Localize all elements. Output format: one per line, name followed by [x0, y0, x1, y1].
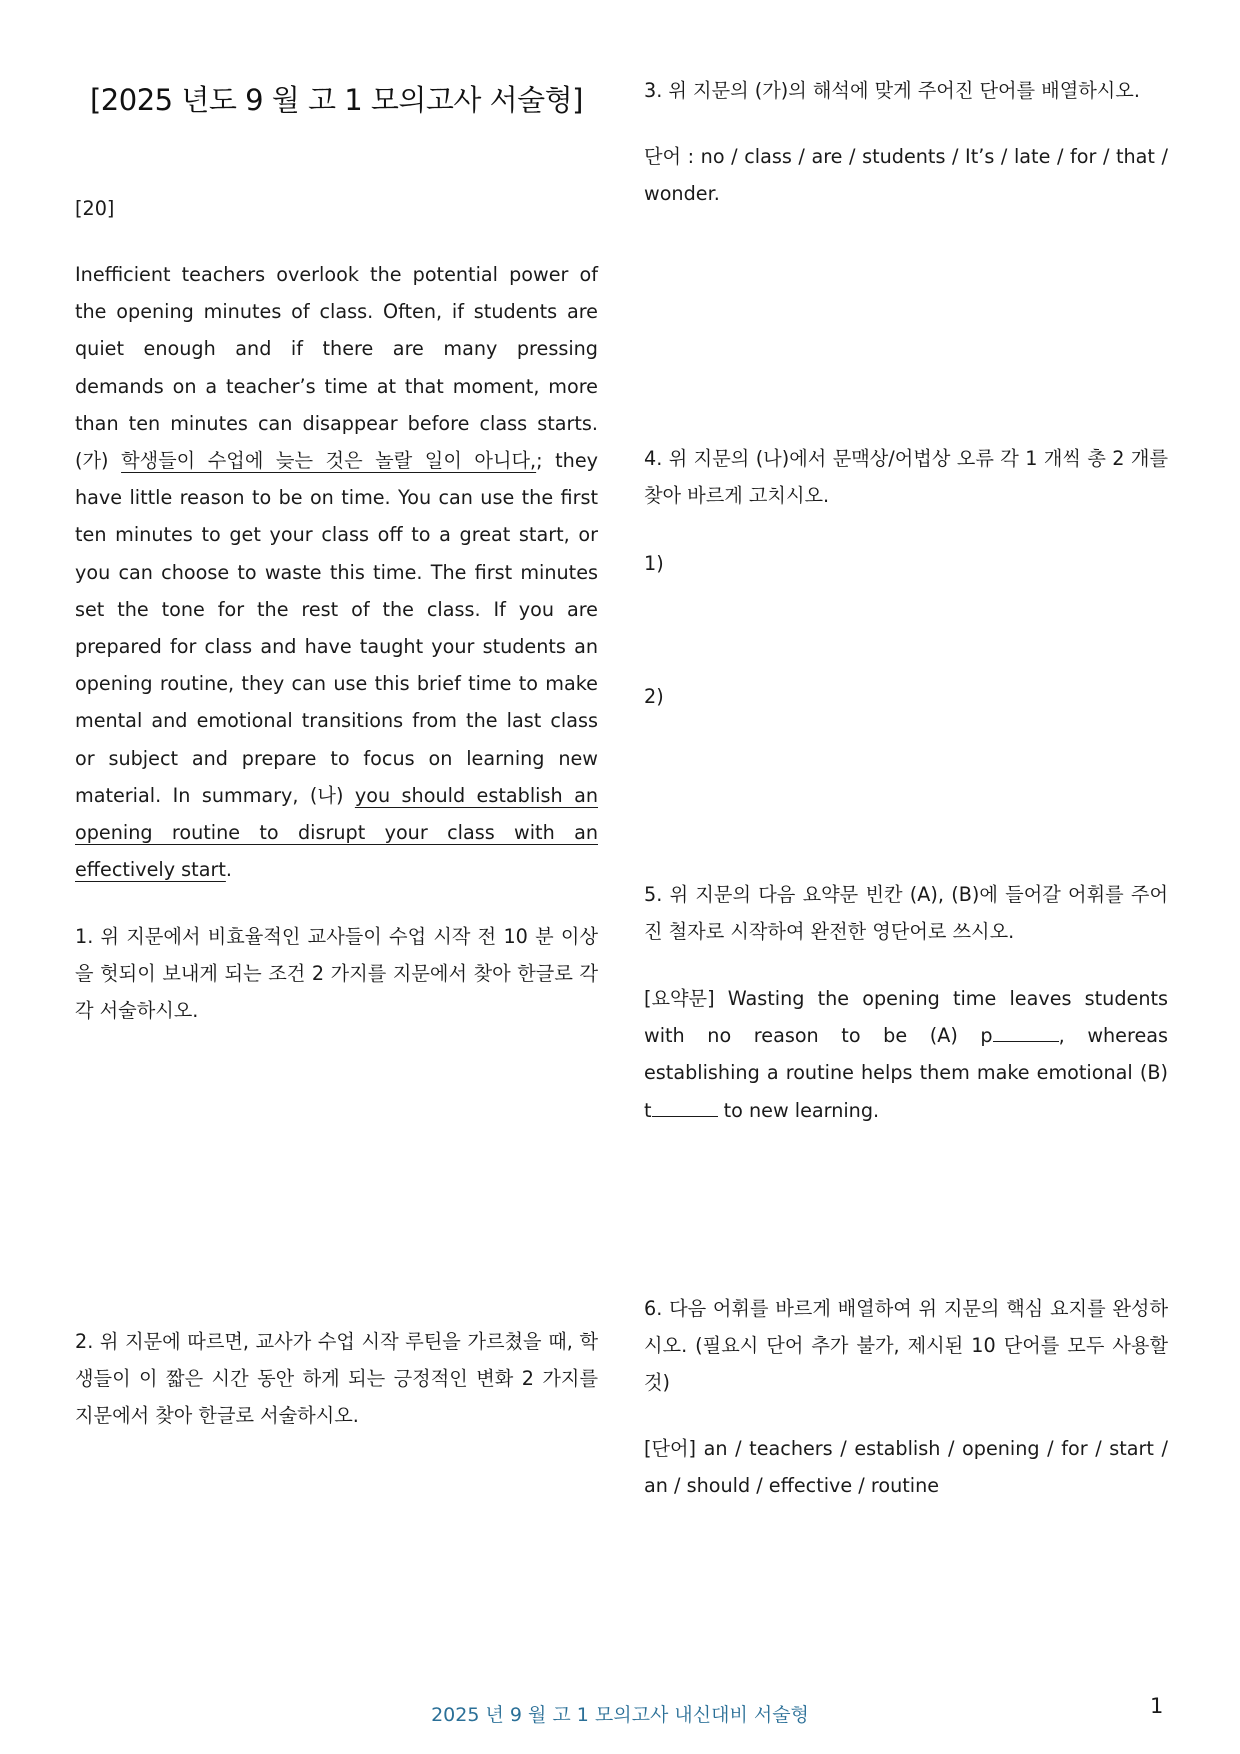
page-number: 1 [1150, 1694, 1164, 1718]
question-4: 4. 위 지문의 (나)에서 문맥상/어법상 오류 각 1 개씩 총 2 개를 찾아 바르게 고치시오. [644, 447, 1168, 508]
summary-part1: [요약문] Wasting the opening time leaves students with no reason to be (A) p [644, 987, 1168, 1048]
page-footer: 2025 년 9 월 고 1 모의고사 내신대비 서술형 [431, 1704, 809, 1726]
question-1: 1. 위 지문에서 비효율적인 교사들이 수업 시작 전 10 분 이상을 헛되이 보내게 되는 조건 2 가지를 지문에서 찾아 한글로 각각 서술하시오. [75, 925, 598, 1023]
underline-na: you should establish an opening routine to disrupt your class with an effectively start [75, 783, 598, 882]
blank-a [993, 1025, 1059, 1042]
question-2: 2. 위 지문에 따르면, 교사가 수업 시작 루틴을 가르쳤을 때, 학생들이 이 짧은 시간 동안 하게 되는 긍정적인 변화 2 가지를 지문에서 찾아 한글로 서술하시오. [75, 1330, 598, 1428]
passage-text-part1: Inefficient teachers overlook the potential power of the opening minutes of class. Often, if students are quiet enough and if there are many pressing demands on a teacher’s time at that moment, more than ten minutes can disappear before class starts. (가) [75, 263, 598, 473]
question-4-answer-2: 2) [644, 685, 664, 708]
question-3: 3. 위 지문의 (가)의 해석에 맞게 주어진 단어를 배열하시오. [644, 79, 1140, 102]
page-title: [2025 년도 9 월 고 1 모의고사 서술형] [89, 83, 583, 117]
passage-number: [20] [75, 197, 115, 220]
blank-b [652, 1100, 718, 1117]
question-4-answer-1: 1) [644, 552, 664, 575]
question-5: 5. 위 지문의 다음 요약문 빈칸 (A), (B)에 들어갈 어휘를 주어진 철자로 시작하여 완전한 영단어로 쓰시오. [644, 883, 1168, 944]
passage-text-part3: . [225, 858, 232, 882]
question-6: 6. 다음 어휘를 바르게 배열하여 위 지문의 핵심 요지를 완성하시오. (필요시 단어 추가 불가, 제시된 10 단어를 모두 사용할 것) [644, 1297, 1168, 1395]
summary-part2: , whereas establishing a routine helps them make emotional (B) t [644, 1024, 1169, 1122]
underline-ga: 학생들이 수업에 늦는 것은 놀랄 일이 아니다, [121, 449, 537, 473]
summary-part3: to new learning. [717, 1098, 880, 1122]
passage-text [75, 256, 598, 888]
question-6-words: [단어] an / teachers / establish / opening / for / start / an / should / effective / routine [644, 1437, 1168, 1498]
question-3-words: 단어 : no / class / are / students / It’s / late / for / that / wonder. [644, 145, 1168, 206]
passage-text-part2: ; they have little reason to be on time. You can use the first ten minutes to get your class off to a great start, or you can choose to waste this time. The first minutes set the tone for the rest of the class. If you are prepared for class and have taught your students an opening routine, they can use this brief time to make mental and emotional transitions from the last class or subject and prepare to focus on learning new material. In summary, (나) [75, 449, 598, 807]
question-5-summary [644, 980, 1168, 1129]
